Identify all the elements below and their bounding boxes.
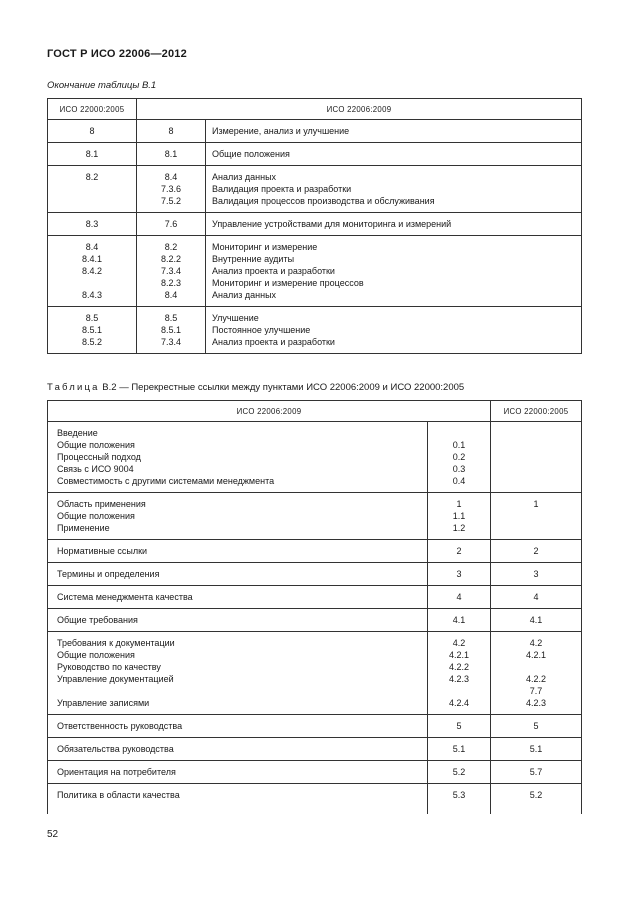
table-cell [491, 761, 582, 784]
cell-line: 7.5.2 [160, 196, 182, 206]
table-cell [206, 236, 582, 307]
table-cell [48, 784, 428, 815]
table-row [48, 609, 582, 632]
table-b2 [47, 400, 582, 814]
table-cell [48, 493, 428, 540]
table-cell [491, 563, 582, 586]
table-b1-caption: Окончание таблицы В.1 [47, 80, 157, 91]
table-b2-header-row [48, 401, 582, 422]
cell-line: 4.2.3 [525, 698, 547, 708]
cell-line: 0.2 [452, 452, 466, 462]
cell-line: 8.4.1 [81, 254, 103, 264]
table-cell [428, 738, 491, 761]
table-cell [48, 761, 428, 784]
cell-line: 5.1 [529, 744, 543, 754]
cell-line: 8.4 [164, 172, 178, 182]
cell-line: 4.2.3 [448, 674, 470, 684]
table-cell [48, 715, 428, 738]
cell-line [428, 427, 490, 439]
cell-line: Внутренние аудиты [212, 254, 295, 264]
table-cell [428, 609, 491, 632]
cell-line: Руководство по качеству [57, 662, 161, 672]
cell-line: 5.1 [452, 744, 466, 754]
cell-line: 1 [456, 499, 462, 509]
table-b2-header-iso22000: ИСО 22000:2005 [491, 401, 582, 422]
table-cell [428, 422, 491, 493]
table-row [48, 540, 582, 563]
table-cell [428, 540, 491, 563]
cell-line: Применение [57, 523, 110, 533]
table-row [48, 784, 582, 815]
cell-line: Процессный подход [57, 452, 141, 462]
cell-line: 7.7 [529, 686, 543, 696]
table-b2-caption-text: В.2 — Перекрестные ссылки между пунктами ИСО 22006:2009 и ИСО 22000:2005 [99, 382, 465, 393]
table-cell [137, 236, 206, 307]
table-cell [491, 632, 582, 715]
table-b2-caption-label: Таблица [47, 382, 100, 393]
table-b1-header-iso22006: ИСО 22006:2009 [137, 99, 582, 120]
cell-line: Улучшение [212, 313, 259, 323]
cell-line: Анализ данных [212, 290, 277, 300]
table-cell [428, 784, 491, 815]
cell-line: 4.1 [529, 615, 543, 625]
table-b2-body [48, 422, 582, 815]
cell-line: 5.2 [452, 767, 466, 777]
document-header: ГОСТ Р ИСО 22006—2012 [47, 48, 187, 60]
cell-line: Управление устройствами для мониторинга и измерений [212, 219, 452, 229]
cell-line: Мониторинг и измерение процессов [212, 278, 364, 288]
table-cell [48, 632, 428, 715]
cell-line: 5.2 [529, 790, 543, 800]
table-cell [428, 586, 491, 609]
table-cell [206, 307, 582, 354]
cell-line: 4.2.1 [448, 650, 470, 660]
cell-line: 2 [456, 546, 462, 556]
cell-line: 4.2 [452, 638, 466, 648]
table-cell [137, 120, 206, 143]
table-cell [48, 120, 137, 143]
table-cell [137, 166, 206, 213]
table-b1-body [48, 120, 582, 354]
table-row [48, 213, 582, 236]
cell-line: 1 [533, 499, 539, 509]
cell-line: 0.3 [452, 464, 466, 474]
cell-line: 8.2 [85, 172, 99, 182]
cell-line: Связь с ИСО 9004 [57, 464, 134, 474]
table-row [48, 761, 582, 784]
table-row [48, 120, 582, 143]
table-cell [48, 143, 137, 166]
cell-line: Валидация процессов производства и обслуживания [212, 196, 435, 206]
table-cell [428, 632, 491, 715]
table-cell [48, 738, 428, 761]
table-cell [491, 738, 582, 761]
table-cell [428, 493, 491, 540]
cell-line: Анализ данных [212, 172, 277, 182]
table-row [48, 143, 582, 166]
cell-line: 8.1 [164, 149, 178, 159]
cell-line: 8.5 [85, 313, 99, 323]
cell-line: 8.5 [164, 313, 178, 323]
table-row [48, 166, 582, 213]
cell-line: Общие положения [57, 440, 135, 450]
table-row [48, 422, 582, 493]
table-cell [48, 422, 428, 493]
cell-line: 4.2.2 [448, 662, 470, 672]
cell-line: 4.1 [452, 615, 466, 625]
cell-line [48, 183, 136, 195]
table-cell [428, 563, 491, 586]
table-cell [491, 609, 582, 632]
cell-line: 5 [456, 721, 462, 731]
cell-line: 8 [168, 126, 174, 136]
cell-line [48, 277, 136, 289]
cell-line: 3 [533, 569, 539, 579]
table-b1-header-iso22000: ИСО 22000:2005 [48, 99, 137, 120]
cell-line: 8.5.2 [81, 337, 103, 347]
cell-line: 1.2 [452, 523, 466, 533]
cell-line: Постоянное улучшение [212, 325, 311, 335]
cell-line: 8.2.3 [160, 278, 182, 288]
cell-line: Общие положения [57, 511, 135, 521]
cell-line: 7.3.4 [160, 266, 182, 276]
cell-line: Система менеджмента качества [57, 592, 193, 602]
cell-line: 4 [533, 592, 539, 602]
table-row [48, 236, 582, 307]
cell-line: 7.6 [164, 219, 178, 229]
cell-line: 7.3.4 [160, 337, 182, 347]
table-row [48, 586, 582, 609]
table-b2-header-iso22006: ИСО 22006:2009 [48, 401, 491, 422]
table-cell [491, 715, 582, 738]
table-cell [48, 563, 428, 586]
table-b2-caption [47, 382, 464, 393]
cell-line: Анализ проекта и разработки [212, 337, 335, 347]
cell-line: 1.1 [452, 511, 466, 521]
table-row [48, 738, 582, 761]
table-cell [491, 540, 582, 563]
cell-line: Валидация проекта и разработки [212, 184, 352, 194]
table-row [48, 307, 582, 354]
cell-line: 8 [89, 126, 95, 136]
cell-line: Управление записями [57, 698, 150, 708]
page-number: 52 [47, 829, 59, 840]
table-cell [428, 761, 491, 784]
table-cell [48, 307, 137, 354]
cell-line: 8.4.3 [81, 290, 103, 300]
cell-line: Политика в области качества [57, 790, 180, 800]
table-cell [491, 586, 582, 609]
cell-line: 5.7 [529, 767, 543, 777]
cell-line: Измерение, анализ и улучшение [212, 126, 350, 136]
table-cell [48, 166, 137, 213]
table-b1-header-row [48, 99, 582, 120]
table-row [48, 563, 582, 586]
table-cell [428, 715, 491, 738]
cell-line [48, 195, 136, 207]
cell-line: 4.2.4 [448, 698, 470, 708]
cell-line: 8.2 [164, 242, 178, 252]
table-cell [206, 213, 582, 236]
table-cell [491, 784, 582, 815]
table-cell [491, 422, 582, 493]
cell-line: 2 [533, 546, 539, 556]
cell-line: Совместимость с другими системами менеджмента [57, 476, 275, 486]
cell-line: Ответственность руководства [57, 721, 183, 731]
cell-line: Общие положения [57, 650, 135, 660]
cell-line [428, 685, 490, 697]
cell-line: 7.3.6 [160, 184, 182, 194]
cell-line [57, 685, 427, 697]
cell-line: Требования к документации [57, 638, 175, 648]
cell-line: 0.1 [452, 440, 466, 450]
table-b1 [47, 98, 582, 354]
table-cell [48, 609, 428, 632]
table-cell [206, 143, 582, 166]
table-cell [137, 213, 206, 236]
cell-line: Обязательства руководства [57, 744, 174, 754]
cell-line: 4.2.2 [525, 674, 547, 684]
table-cell [48, 586, 428, 609]
table-cell [206, 166, 582, 213]
cell-line: 8.5.1 [81, 325, 103, 335]
table-cell [137, 143, 206, 166]
table-cell [48, 540, 428, 563]
cell-line: 8.3 [85, 219, 99, 229]
table-cell [491, 493, 582, 540]
cell-line: 8.1 [85, 149, 99, 159]
cell-line: Анализ проекта и разработки [212, 266, 335, 276]
table-cell [137, 307, 206, 354]
cell-line: 8.4.2 [81, 266, 103, 276]
table-cell [48, 236, 137, 307]
cell-line [491, 427, 581, 439]
table-row [48, 632, 582, 715]
cell-line: Управление документацией [57, 674, 174, 684]
cell-line: 5 [533, 721, 539, 731]
cell-line: Мониторинг и измерение [212, 242, 318, 252]
cell-line: 0.4 [452, 476, 466, 486]
cell-line: 8.5.1 [160, 325, 182, 335]
cell-line: Область применения [57, 499, 146, 509]
cell-line: Термины и определения [57, 569, 160, 579]
cell-line: Нормативные ссылки [57, 546, 148, 556]
cell-line: 8.2.2 [160, 254, 182, 264]
cell-line: Общие положения [212, 149, 290, 159]
cell-line [491, 661, 581, 673]
table-row [48, 493, 582, 540]
cell-line: 8.4 [164, 290, 178, 300]
cell-line: 8.4 [85, 242, 99, 252]
cell-line: 4.2 [529, 638, 543, 648]
cell-line: 4 [456, 592, 462, 602]
table-cell [48, 213, 137, 236]
cell-line: Введение [57, 428, 98, 438]
cell-line: 3 [456, 569, 462, 579]
cell-line: 5.3 [452, 790, 466, 800]
table-row [48, 715, 582, 738]
cell-line: Общие требования [57, 615, 138, 625]
cell-line: 4.2.1 [525, 650, 547, 660]
cell-line: Ориентация на потребителя [57, 767, 176, 777]
table-cell [206, 120, 582, 143]
